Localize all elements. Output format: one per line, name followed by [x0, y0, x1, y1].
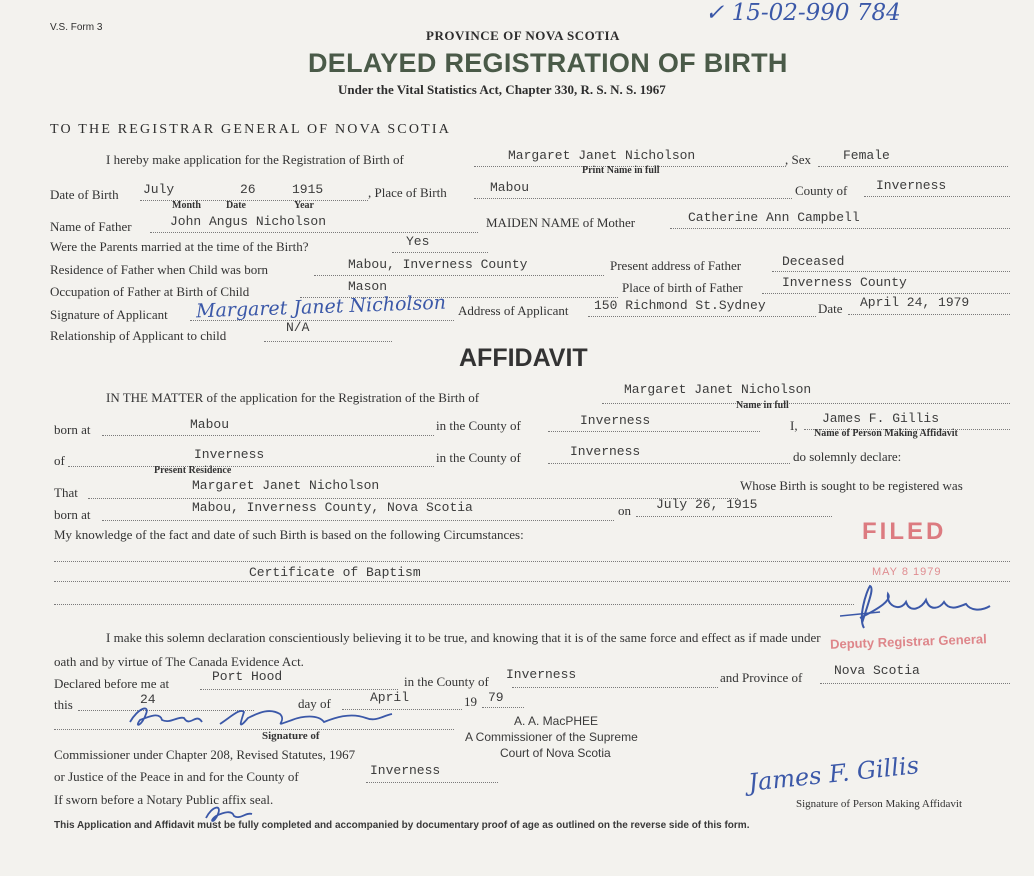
field-month: April — [370, 690, 410, 705]
field-born-at: Mabou — [190, 417, 230, 432]
field-mother: Catherine Ann Campbell — [688, 210, 860, 225]
label-commissioner: Commissioner under Chapter 208, Revised Statutes, 1967 — [54, 747, 356, 762]
label-in-county-3: in the County of — [404, 674, 489, 689]
field-justice-county: Inverness — [370, 763, 441, 778]
filed-stamp-date: MAY 8 1979 — [872, 566, 942, 578]
field-place-of-birth: Mabou — [490, 180, 530, 195]
label-address: Address of Applicant — [458, 303, 569, 318]
field-residence: Mabou, Inverness County — [348, 257, 528, 272]
commissioner-stamp-line-3: Court of Nova Scotia — [500, 746, 611, 760]
label-born-at-2: born at — [54, 507, 91, 522]
field-present-address: Deceased — [782, 254, 845, 269]
label-mother: MAIDEN NAME of Mother — [486, 215, 636, 230]
label-married: Were the Parents married at the time of the Birth? — [50, 239, 309, 254]
applicant-signature: Margaret Janet Nicholson — [195, 291, 447, 323]
page-subtitle: Under the Vital Statistics Act, Chapter 330, R. S. N. S. 1967 — [338, 82, 666, 97]
affidavit-heading: AFFIDAVIT — [459, 344, 588, 372]
field-day: 24 — [140, 692, 156, 707]
label-occupation: Occupation of Father at Birth of Child — [50, 284, 250, 299]
field-year-suffix: 79 — [488, 690, 504, 705]
field-affidavit-name: Margaret Janet Nicholson — [624, 382, 812, 397]
label-on: on — [618, 503, 631, 518]
label-knowledge: My knowledge of the fact and date of such Birth is based on the following Circumstances: — [54, 527, 524, 542]
label-province: and Province of — [720, 670, 803, 685]
label-in-county-1: in the County of — [436, 418, 521, 433]
caption-affiant-signature: Signature of Person Making Affidavit — [796, 798, 962, 810]
reference-number-text: 15-02-990 784 — [731, 0, 901, 26]
label-intro: I hereby make application for the Registration of Birth of — [106, 152, 404, 167]
field-father: John Angus Nicholson — [170, 214, 327, 229]
field-child-name: Margaret Janet Nicholson — [508, 148, 696, 163]
label-day-of: day of — [298, 696, 331, 711]
form-number: V.S. Form 3 — [50, 22, 103, 33]
field-county-2: Inverness — [570, 444, 641, 459]
field-sex: Female — [843, 148, 890, 163]
field-county: Inverness — [876, 178, 947, 193]
label-declared-before: Declared before me at — [54, 676, 170, 691]
field-province: Nova Scotia — [834, 663, 920, 678]
field-address: 150 Richmond St.Sydney — [594, 298, 766, 313]
label-in-county-2: in the County of — [436, 450, 521, 465]
label-year-prefix: 19 — [464, 694, 477, 709]
caption-print-name: Print Name in full — [582, 165, 660, 176]
field-father-birthplace: Inverness County — [782, 275, 907, 290]
label-born-at: born at — [54, 422, 91, 437]
declaration-line-2: oath and by virtue of The Canada Evidence Act. — [54, 654, 304, 669]
label-date: Date — [818, 301, 843, 316]
label-matter: IN THE MATTER of the application for the Registration of the Birth of — [106, 390, 480, 405]
field-circumstances: Certificate of Baptism — [249, 565, 421, 580]
field-date: April 24, 1979 — [860, 295, 970, 310]
label-of: of — [54, 453, 65, 468]
caption-signature-of: Signature of — [262, 730, 320, 742]
label-this: this — [54, 697, 73, 712]
page-title: DELAYED REGISTRATION OF BIRTH — [308, 48, 788, 78]
field-residence: Inverness — [194, 447, 265, 462]
reference-number: ✓ 15-02-990 784 — [705, 0, 901, 26]
label-father: Name of Father — [50, 219, 132, 234]
province-heading: PROVINCE OF NOVA SCOTIA — [426, 28, 620, 43]
label-date-of-birth: Date of Birth — [50, 187, 119, 202]
filed-stamp-official: Deputy Registrar General — [829, 631, 987, 652]
label-county: County of — [795, 183, 848, 198]
field-county-1: Inverness — [580, 413, 651, 428]
field-birth-month: July — [143, 182, 175, 197]
declaration-line-1: I make this solemn declaration conscientiously believing it to be true, and knowing that it is of the same force and effect as if made under — [106, 630, 821, 645]
caption-year: Year — [294, 200, 314, 211]
label-place-of-birth: , Place of Birth — [368, 185, 447, 200]
label-present-address: Present address of Father — [610, 258, 742, 273]
field-born-place-full: Mabou, Inverness County, Nova Scotia — [192, 500, 473, 515]
field-relationship: N/A — [286, 320, 310, 335]
caption-residence: Present Residence — [154, 465, 232, 476]
label-declare: do solemnly declare: — [793, 449, 902, 464]
field-declared-at: Port Hood — [212, 669, 283, 684]
affiant-signature: James F. Gillis — [747, 751, 921, 797]
caption-name-full: Name in full — [736, 400, 789, 411]
caption-affiant: Name of Person Making Affidavit — [814, 428, 958, 439]
label-father-birthplace: Place of birth of Father — [622, 280, 743, 295]
label-whose-birth: Whose Birth is sought to be registered was — [740, 478, 963, 493]
field-married: Yes — [406, 234, 430, 249]
field-born-date: July 26, 1915 — [656, 497, 758, 512]
label-justice: or Justice of the Peace in and for the County of — [54, 769, 299, 784]
label-relationship: Relationship of Applicant to child — [50, 328, 227, 343]
registrar-signature — [840, 578, 1020, 638]
field-affiant: James F. Gillis — [822, 411, 940, 426]
field-birth-year: 1915 — [292, 182, 324, 197]
field-occupation: Mason — [348, 279, 388, 294]
addressee: TO THE REGISTRAR GENERAL OF NOVA SCOTIA — [50, 122, 452, 137]
footer-note: This Application and Affidavit must be fully completed and accompanied by documentary proof of age as outlined on the reverse side of this form. — [54, 820, 750, 831]
label-sex: , Sex — [785, 152, 811, 167]
field-subject: Margaret Janet Nicholson — [192, 478, 380, 493]
label-notary: If sworn before a Notary Public affix seal. — [54, 792, 274, 807]
label-i: I, — [790, 418, 798, 433]
filed-stamp-label: FILED — [862, 518, 947, 545]
caption-month: Month — [172, 200, 201, 211]
field-county-3: Inverness — [506, 667, 577, 682]
commissioner-stamp-line-1: A. A. MacPHEE — [514, 714, 599, 728]
commissioner-stamp-line-2: A Commissioner of the Supreme — [465, 730, 638, 744]
label-that: That — [54, 485, 78, 500]
label-signature: Signature of Applicant — [50, 307, 168, 322]
caption-date: Date — [226, 200, 246, 211]
label-residence: Residence of Father when Child was born — [50, 262, 269, 277]
field-birth-date: 26 — [240, 182, 256, 197]
